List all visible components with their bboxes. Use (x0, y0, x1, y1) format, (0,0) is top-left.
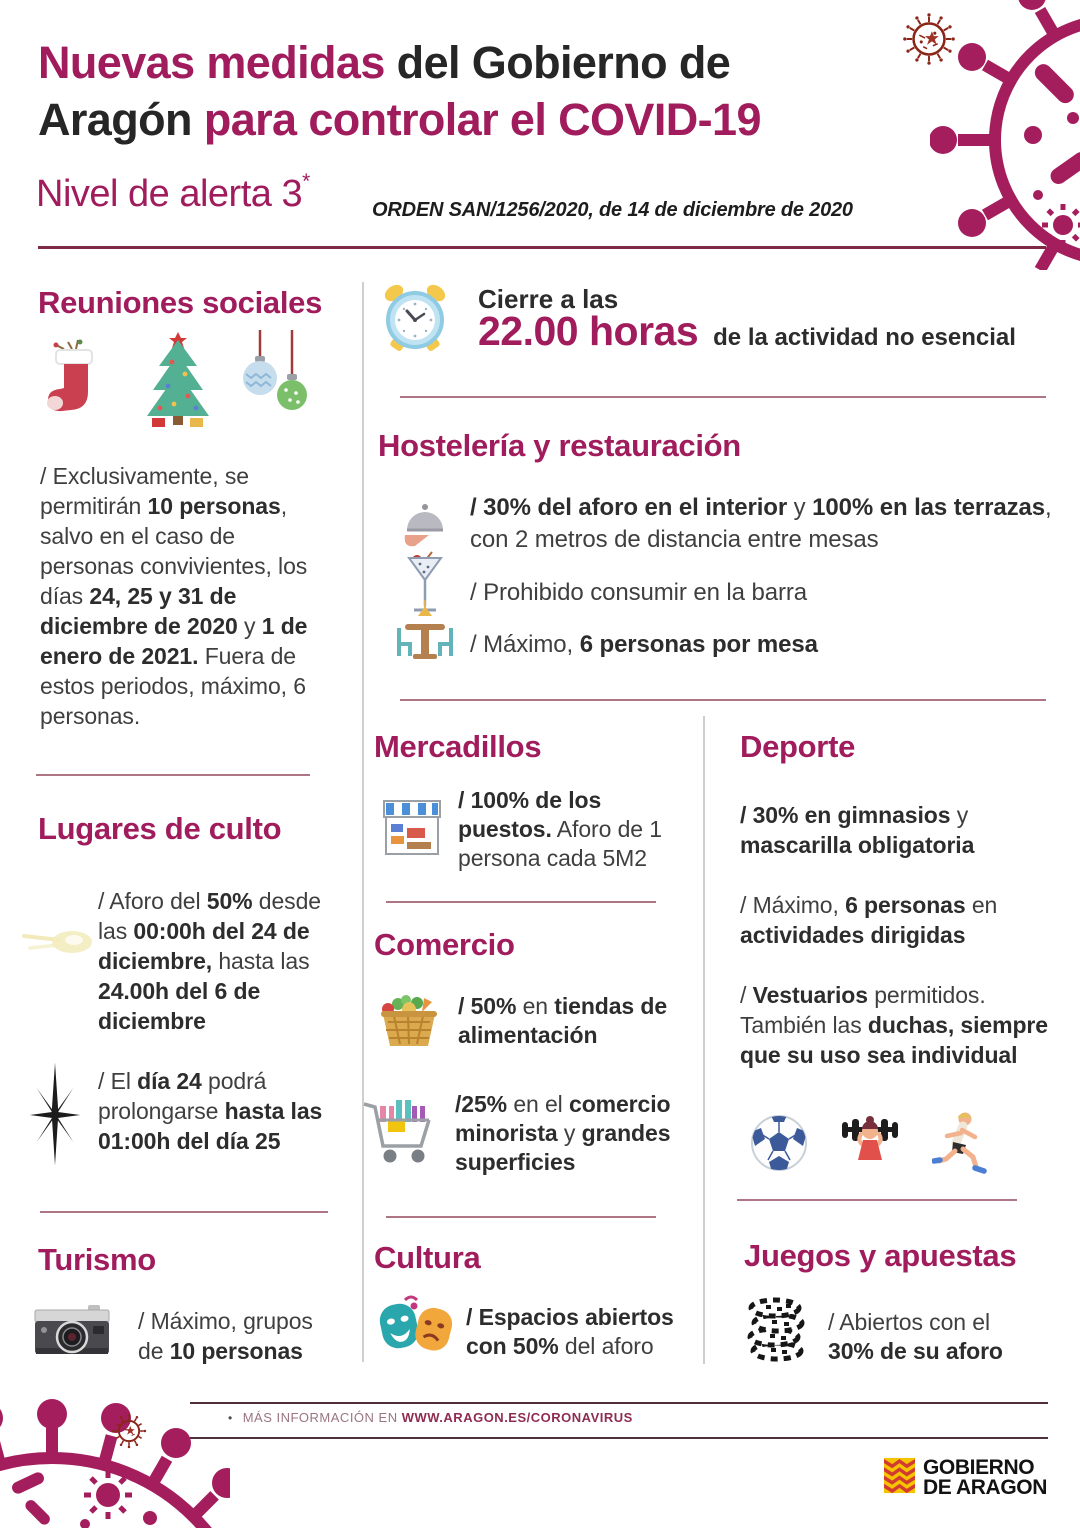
aragon-flag-icon (884, 1457, 915, 1494)
cierre-line (478, 308, 1016, 355)
section-title-mercadillos: Mercadillos (374, 729, 542, 764)
culto-item-text: / Aforo del 50% desde las 00:00h del 24 de diciembre, hasta las 24.00h del 6 de diciembre (98, 888, 321, 1034)
section-title-culto: Lugares de culto (38, 811, 282, 846)
cierre-time: 22.00 horas (478, 308, 699, 354)
comercio-item-text: /25% en el comercio minorista y grandes superficies (455, 1091, 671, 1175)
section-divider (386, 901, 656, 903)
christmas-tree-icon (138, 330, 218, 434)
gobierno-aragon-logo (884, 1457, 1047, 1498)
logo-line2: DE ARAGON (923, 1476, 1047, 1499)
sparkle-star-icon (24, 1062, 86, 1168)
hosteleria-item-text: / Máximo, 6 personas por mesa (470, 631, 818, 658)
logo-text (923, 1457, 1047, 1498)
section-title-turismo: Turismo (38, 1242, 156, 1277)
comercio-item-text: / 50% en tiendas de alimentación (458, 993, 668, 1048)
deporte-item-text: / Vestuarios permitidos. También las duchas, siempre que su uso sea individual (740, 982, 1048, 1068)
section-title-juegos: Juegos y apuestas (744, 1238, 1017, 1273)
footer-info-url: WWW.ARAGON.ES/CORONAVIRUS (401, 1410, 633, 1425)
section-title-cultura: Cultura (374, 1240, 481, 1275)
cierre-lead-text: Cierre a las (478, 284, 619, 314)
footer-bullet: • (228, 1411, 233, 1425)
header-rule (38, 246, 1046, 249)
section-divider (400, 396, 1046, 398)
reuniones-body-text: / Exclusivamente, se permitirán 10 personas, salvo en el caso de personas convivientes, los días 24, 25 y 31 de diciembre de 2020 y 1 de enero de 2021. Fuera de estos periodos, máximo, 6 personas. (40, 463, 308, 729)
gifts (380, 1100, 425, 1132)
camera-icon (32, 1300, 112, 1360)
small-virus-icon (110, 1412, 148, 1450)
footer-info-prefix: MÁS INFORMACIÓN EN (242, 1410, 402, 1425)
order-reference: ORDEN SAN/1256/2020, de 14 de diciembre de 2020 (372, 199, 853, 221)
alert-asterisk: * (302, 170, 310, 193)
section-divider (386, 1216, 656, 1218)
hosteleria-item-text: / Prohibido consumir en la barra (470, 579, 807, 606)
mercadillos-item-text: / 100% de los puestos. Aforo de 1 persona cada 5M2 (458, 787, 662, 871)
footer-rule (190, 1437, 1048, 1439)
serving-cloche-icon (400, 494, 448, 548)
column-divider (703, 716, 705, 1364)
christmas-stocking-icon (44, 336, 106, 430)
section-title-reuniones: Reuniones sociales (38, 285, 323, 320)
cierre-tail-text: de la actividad no esencial (713, 324, 1016, 351)
alarm-clock-icon (380, 280, 450, 356)
section-divider (36, 774, 310, 776)
hosteleria-item-text: / 30% del aforo en el interior y 100% en las terrazas, con 2 metros de distancia entre mesas (470, 494, 1052, 553)
section-title-comercio: Comercio (374, 927, 515, 962)
poker-chips-icon (744, 1294, 808, 1362)
food-basket-icon (376, 990, 442, 1050)
page-title (38, 34, 898, 148)
virus-icon (930, 0, 1080, 270)
deporte-item-text: / 30% en gimnasios y mascarilla obligatoria (740, 802, 975, 858)
table-chairs-icon (392, 598, 458, 670)
culto-item-text: / El día 24 podrá prolongarse hasta las 01:00h del día 25 (98, 1068, 323, 1154)
section-title-deporte: Deporte (740, 729, 856, 764)
ornaments-icon (242, 330, 310, 428)
deporte-item-text: / Máximo, 6 personas en actividades dirigidas (740, 892, 998, 948)
weightlifting-icon (838, 1112, 902, 1174)
soccer-ball-icon (748, 1112, 810, 1174)
virus-icon (0, 1388, 230, 1528)
runner-icon (932, 1110, 988, 1174)
section-title-hosteleria: Hostelería y restauración (378, 428, 741, 463)
footer-rule (190, 1402, 1048, 1404)
market-stall-icon (382, 796, 442, 860)
section-divider (737, 1199, 1017, 1201)
cultura-item-text: / Espacios abiertos con 50% del aforo (466, 1304, 674, 1359)
shopping-cart-gifts-icon (360, 1092, 438, 1166)
alert-level: Nivel de alerta 3* (36, 170, 310, 215)
section-divider (40, 1211, 328, 1213)
theater-masks-icon (376, 1294, 456, 1356)
logo-line1: GOBIERNO (923, 1456, 1035, 1479)
title-line1: Nuevas medidas del Gobierno de (38, 37, 731, 88)
title-line2: Aragón para controlar el COVID-19 (38, 94, 761, 145)
juegos-item-text: / Abiertos con el 30% de su aforo (828, 1309, 1003, 1364)
column-divider (362, 282, 364, 1362)
footer-info (228, 1410, 633, 1425)
comet-icon (22, 918, 96, 962)
turismo-item-text: / Máximo, grupos de 10 personas (138, 1308, 313, 1364)
section-divider (400, 699, 1046, 701)
